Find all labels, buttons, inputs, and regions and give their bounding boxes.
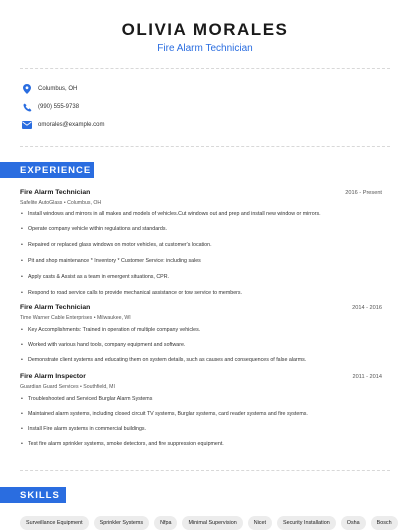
job-bullets xyxy=(20,211,382,302)
contact-location xyxy=(20,80,104,98)
job-company: Safelite AutoGlass • Columbus, OH xyxy=(20,200,102,206)
divider xyxy=(20,68,390,69)
job-bullet: • Respond to road service calls to provide mechanical assistance or tow service to members. xyxy=(20,290,382,302)
job-entry xyxy=(20,373,382,453)
job-company: Guardian Guard Services • Southfield, MI xyxy=(20,384,115,390)
divider xyxy=(20,146,390,147)
skill-tag: Minimal Supervision xyxy=(182,516,242,530)
skills-list xyxy=(20,516,392,530)
job-bullets xyxy=(20,396,382,453)
phone-text: (990) 555-9738 xyxy=(38,104,80,110)
job-bullets xyxy=(20,327,382,369)
job-dates: 2011 - 2014 xyxy=(352,374,382,380)
job-bullet: • Test fire alarm sprinkler systems, smoke detectors, and fire suppression equipment. xyxy=(20,441,382,453)
job-title: Fire Alarm Technician xyxy=(20,304,91,311)
resume-header xyxy=(0,20,410,55)
job-bullet: • Worked with various hand tools, company equipment and software. xyxy=(20,342,382,357)
skill-tag: Nicet xyxy=(248,516,272,530)
job-bullet: • Troubleshooted and Serviced Burglar Alarm Systems xyxy=(20,396,382,411)
skill-tag: Osha xyxy=(341,516,366,530)
skill-tag: Nfpa xyxy=(154,516,177,530)
job-dates: 2016 - Present xyxy=(345,190,382,196)
job-bullet: • Repaired or replaced glass windows on motor vehicles, at customer's location. xyxy=(20,242,382,258)
job-dates: 2014 - 2016 xyxy=(352,305,382,311)
location-text: Columbus, OH xyxy=(38,86,78,92)
candidate-role: Fire Alarm Technician xyxy=(157,43,253,54)
job-company: Time Warner Cable Enterprises • Milwaukee, WI xyxy=(20,315,131,321)
job-bullet: • Maintained alarm systems, including closed circuit TV systems, Burglar systems, card reader systems and fire systems. xyxy=(20,411,382,426)
contact-list xyxy=(20,80,104,134)
job-bullet: • Demonstrate client systems and educating them on system details, such as causes and consequences of false alarms. xyxy=(20,357,382,369)
phone-icon xyxy=(20,100,34,114)
job-title: Fire Alarm Technician xyxy=(20,189,91,196)
job-bullet: • Install windows and mirrors in all makes and models of vehicles.Cut windows out and prep and install new window or mirrors. xyxy=(20,211,382,226)
job-entry xyxy=(20,304,382,369)
job-bullet: • Install Fire alarm systems in commercial buildings. xyxy=(20,426,382,441)
job-bullet: • Apply casts & Assist as a team in emergent situations, CPR. xyxy=(20,274,382,290)
divider xyxy=(20,470,390,471)
envelope-icon xyxy=(20,118,34,132)
contact-phone xyxy=(20,98,104,116)
job-bullet: • Key Accomplishments: Trained in operation of multiple company vehicles. xyxy=(20,327,382,342)
skill-tag: Security Installation xyxy=(277,516,336,530)
candidate-name: OLIVIA MORALES xyxy=(121,20,289,39)
section-heading-skills: SKILLS xyxy=(0,487,66,503)
section-heading-experience: EXPERIENCE xyxy=(0,162,94,178)
job-bullet: • Pit and shop maintenance * Inventory * Customer Service: including sales xyxy=(20,258,382,274)
email-text: omorales@example.com xyxy=(38,122,105,128)
skill-tag: Surveillance Equipment xyxy=(20,516,89,530)
skill-tag: Sprinkler Systems xyxy=(94,516,149,530)
job-entry xyxy=(20,189,382,302)
job-bullet: • Operate company vehicle within regulations and standards. xyxy=(20,226,382,242)
location-pin-icon xyxy=(20,82,34,96)
job-title: Fire Alarm Inspector xyxy=(20,373,86,380)
contact-email xyxy=(20,116,104,134)
skill-tag: Bosch xyxy=(371,516,398,530)
